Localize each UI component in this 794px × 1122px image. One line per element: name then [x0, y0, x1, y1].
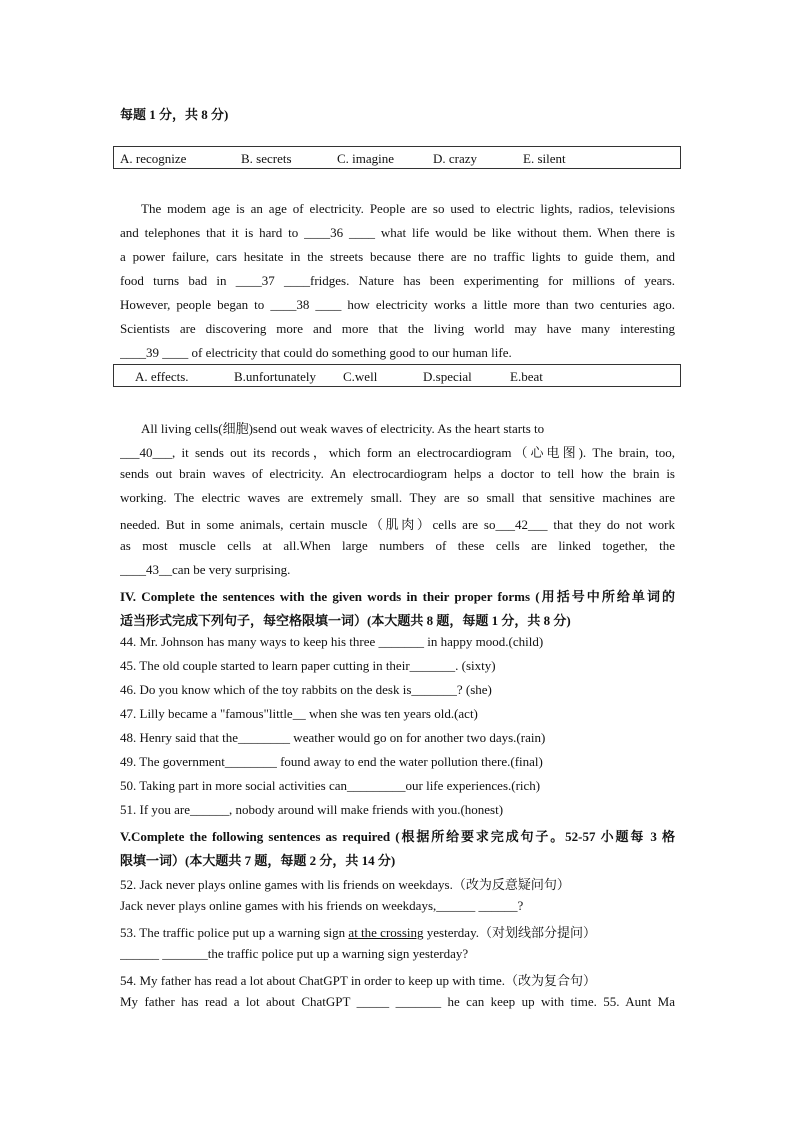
passage-line: and telephones that it is hard to ____36 ____ what life would be like without them. When there is: [120, 225, 675, 240]
question-50: 50. Taking part in more social activities can_________our life experiences.(rich): [120, 778, 541, 793]
passage-line: needed. But in some animals, certain muscle（肌肉）cells are so___42___ that they do not work: [120, 517, 675, 532]
question-49: 49. The government________ found away to end the water pollution there.(final): [120, 754, 543, 769]
word-option: E. silent: [523, 151, 566, 166]
passage-line: However, people began to ____38 ____ how electricity works a little more than two centuries ago.: [120, 297, 675, 312]
word-option: E.beat: [510, 369, 543, 384]
question-47: 47. Lilly became a "famous"little__ when she was ten years old.(act): [120, 706, 478, 721]
word-option: D.special: [423, 369, 472, 384]
section-heading: 适当形式完成下列句子，每空格限填一词）(本大题共 8 题，每题 1 分，共 8 分): [120, 613, 571, 628]
question-48: 48. Henry said that the________ weather would go on for another two days.(rain): [120, 730, 546, 745]
passage-line: food turns bad in ____37 ____fridges. Nature has been experimenting for millions of years.: [120, 273, 675, 288]
score-note: 每题 1 分，共 8 分): [120, 107, 229, 122]
passage-line: a power failure, cars hesitate in the streets because there are no traffic lights to guide them, and: [120, 249, 675, 264]
question-44: 44. Mr. Johnson has many ways to keep his three _______ in happy mood.(child): [120, 634, 544, 649]
word-option: B.unfortunately: [234, 369, 316, 384]
question-54-prompt: 54. My father has read a lot about ChatGPT in order to keep up with time.（改为复合句）: [120, 973, 596, 988]
word-option: A. recognize: [120, 151, 187, 166]
passage-line: ____39 ____ of electricity that could do something good to our human life.: [120, 345, 512, 360]
passage-line: ___40___, it sends out its records，which form an electrocardiogram（心电图). The brain, too,: [120, 445, 675, 460]
question-51: 51. If you are______, nobody around will make friends with you.(honest): [120, 802, 504, 817]
underlined-phrase: at the crossing: [348, 925, 424, 940]
word-bank-box-2: [113, 364, 681, 387]
passage-line: sends out brain waves of electricity. An electrocardiogram helps a doctor to tell how the brain is: [120, 466, 675, 481]
word-option: A. effects.: [135, 369, 189, 384]
question-53-prompt: [120, 922, 675, 941]
word-option: B. secrets: [241, 151, 292, 166]
word-option: D. crazy: [433, 151, 478, 166]
question-45: 45. The old couple started to learn paper cutting in their_______. (sixty): [120, 658, 496, 673]
passage-line: The modem age is an age of electricity. People are so used to electric lights, radios, televisions: [141, 201, 675, 216]
passage-line: working. The electric waves are extremely small. They are so small that sensitive machines are: [120, 490, 675, 505]
question-52-prompt: 52. Jack never plays online games with lis friends on weekdays.（改为反意疑问句）: [120, 877, 570, 892]
question-52-answer: Jack never plays online games with his friends on weekdays,______ ______?: [120, 898, 524, 913]
section-heading: IV. Complete the sentences with the given words in their proper forms (用括号中所给单词的: [120, 589, 675, 604]
passage-line: ____43__can be very surprising.: [120, 562, 291, 577]
question-54-answer: My father has read a lot about ChatGPT _____ _______ he can keep up with time. 55. Aunt Ma: [120, 994, 675, 1009]
question-53-answer: ______ _______the traffic police put up a warning sign yesterday?: [120, 946, 469, 961]
word-option: C. imagine: [337, 151, 395, 166]
question-46: 46. Do you know which of the toy rabbits on the desk is_______? (she): [120, 682, 492, 697]
word-bank-box-1: [113, 146, 681, 169]
section-heading: 限填一词）(本大题共 7 题，每题 2 分，共 14 分): [120, 853, 396, 868]
word-option: C.well: [343, 369, 378, 384]
passage-line: All living cells(细胞)send out weak waves of electricity. As the heart starts to: [141, 421, 545, 436]
section-heading: V.Complete the following sentences as required (根据所给要求完成句子。52-57 小题每 3 格: [120, 829, 675, 844]
question-53-text: 53. The traffic police put up a warning sign: [120, 925, 349, 940]
passage-line: Scientists are discovering more and more that the living world may have many interesting: [120, 321, 675, 336]
passage-line: as most muscle cells at all.When large numbers of these cells are linked together, the: [120, 538, 675, 553]
question-53-instruction: yesterday.（对划线部分提问）: [423, 925, 596, 940]
